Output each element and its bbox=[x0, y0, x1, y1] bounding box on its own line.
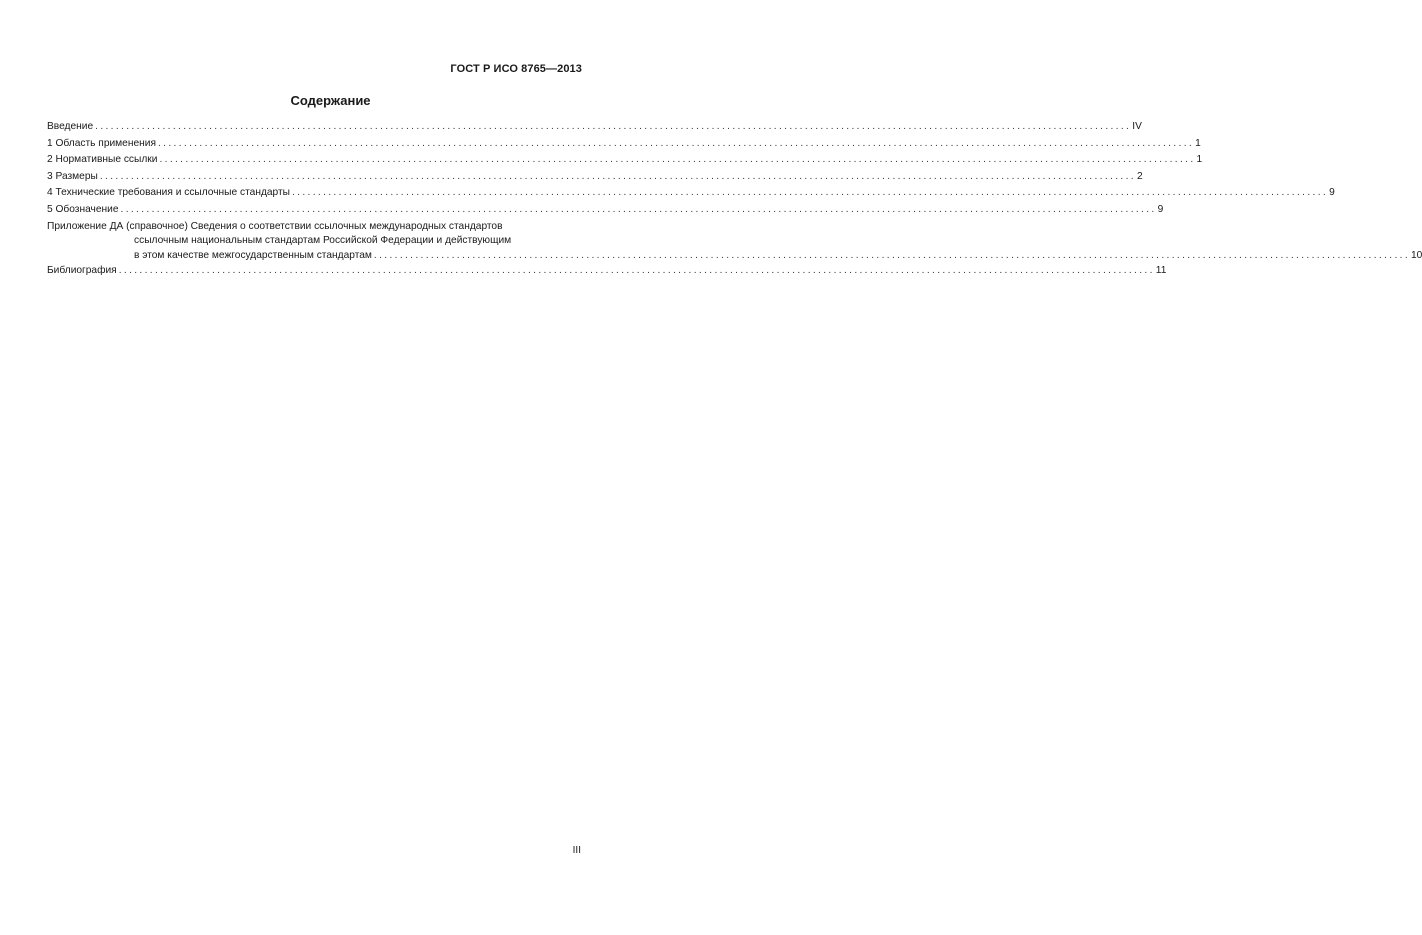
dot-leader: ........................................................................................................................................................................................................ bbox=[373, 250, 1411, 261]
document-code: ГОСТ Р ИСО 8765—2013 bbox=[450, 63, 582, 75]
toc-entry-page: 9 bbox=[1329, 187, 1335, 198]
toc-entry-bibliography[interactable] bbox=[47, 263, 1167, 280]
dot-leader: ........................................................................................................................................................................................................ bbox=[159, 154, 1196, 165]
toc-entry-page: 11 bbox=[1155, 265, 1167, 276]
toc-entry-scope[interactable] bbox=[47, 136, 1201, 153]
toc-entry-label: 4 Технические требования и ссылочные стандарты bbox=[47, 187, 290, 198]
toc-entry-label: 2 Нормативные ссылки bbox=[47, 154, 158, 165]
toc-entry-designation[interactable] bbox=[47, 202, 1164, 219]
toc-entry-label: 5 Обозначение bbox=[47, 203, 119, 215]
toc-entry-label: Введение bbox=[47, 121, 94, 132]
appendix-line-3: в этом качестве межгосударственным стандартам bbox=[134, 250, 372, 261]
toc-entry-normative-references[interactable] bbox=[47, 152, 1203, 169]
dot-leader: ........................................................................................................................................................................................................ bbox=[291, 187, 1329, 198]
appendix-line-2: ссылочным национальным стандартам Российской Федерации и действующим bbox=[134, 235, 512, 246]
toc-entry-page: 1 bbox=[1196, 154, 1203, 165]
toc-entry-label: Библиография bbox=[47, 265, 117, 276]
toc-entry-dimensions[interactable] bbox=[47, 169, 1143, 186]
dot-leader: ........................................................................................................................................................................................................ bbox=[118, 265, 1155, 276]
toc-entry-introduction[interactable] bbox=[47, 119, 1142, 136]
appendix-line-1: Приложение ДА (справочное) Сведения о соответствии ссылочных международных стандартов bbox=[47, 221, 503, 232]
dot-leader: ........................................................................................................................................................................................................ bbox=[95, 121, 1132, 132]
toc-entry-page: 1 bbox=[1195, 137, 1201, 149]
page-title: Содержание bbox=[290, 93, 371, 108]
table-of-contents bbox=[47, 119, 1422, 280]
toc-entry-label: 1 Область применения bbox=[47, 137, 156, 149]
toc-entry-page: IV bbox=[1132, 121, 1142, 132]
toc-entry-appendix-da[interactable] bbox=[47, 220, 1422, 263]
toc-entry-page: 10 bbox=[1411, 250, 1422, 261]
toc-entry-page: 2 bbox=[1136, 170, 1143, 182]
appendix-line-3-row bbox=[47, 248, 1422, 263]
page-number: III bbox=[572, 845, 581, 856]
dot-leader: ........................................................................................................................................................................................................ bbox=[120, 203, 1157, 215]
dot-leader: ........................................................................................................................................................................................................ bbox=[157, 137, 1195, 149]
toc-entry-label: 3 Размеры bbox=[47, 170, 98, 182]
toc-entry-technical-requirements[interactable] bbox=[47, 185, 1335, 202]
dot-leader: ........................................................................................................................................................................................................ bbox=[99, 170, 1136, 182]
toc-entry-page: 9 bbox=[1157, 203, 1164, 215]
